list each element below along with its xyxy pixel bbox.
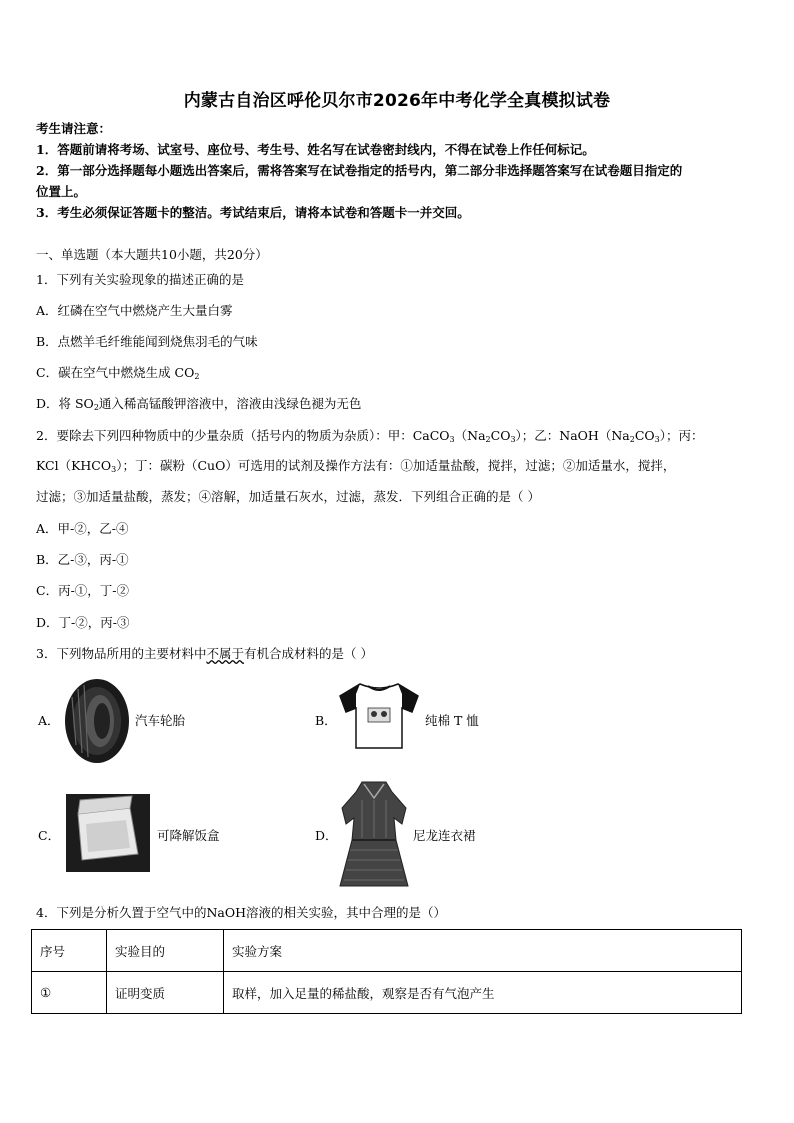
subscript: 3 — [111, 465, 117, 474]
q2-text: CO — [490, 428, 511, 443]
dress-image — [336, 778, 412, 890]
q3-option-b-letter: B． — [315, 713, 337, 728]
q3-stem-text: 3．下列物品所用的主要材料中 — [36, 646, 207, 661]
subscript: 3 — [510, 435, 516, 444]
table-header-cell: 序号 — [32, 930, 107, 972]
subscript: 2 — [194, 372, 200, 381]
table-header-cell: 实验目的 — [107, 930, 224, 972]
subscript: 3 — [654, 435, 660, 444]
q1-option-a: A．红磷在空气中燃烧产生大量白雾 — [36, 303, 233, 318]
q2-text: CO — [634, 428, 655, 443]
tire-image — [62, 677, 132, 765]
subscript: 3 — [449, 435, 455, 444]
section-heading: 一、单选题（本大题共10小题，共20分） — [36, 247, 268, 262]
q3-option-c-letter: C． — [38, 828, 61, 843]
page-title: 内蒙古自治区呼伦贝尔市2026年中考化学全真模拟试卷 — [183, 91, 611, 111]
q3-option-b-label: 纯棉 T 恤 — [425, 713, 479, 728]
q1-option-d — [36, 395, 758, 417]
q2-text: KCl（KHCO — [36, 458, 112, 473]
q1-option-d-text-end: 通入稀高锰酸钾溶液中，溶液由浅绿色褪为无色 — [98, 396, 362, 411]
q3-stem-text-end: 有机合成材料的是（ ） — [243, 646, 373, 661]
q2-stem-line-3: 过滤；③加适量盐酸，蒸发；④溶解，加适量石灰水，过滤，蒸发．下列组合正确的是（ ） — [36, 489, 540, 504]
table-header-cell: 实验方案 — [224, 930, 742, 972]
q2-text: 2．要除去下列四种物质中的少量杂质（括号内的物质为杂质）：甲：CaCO — [36, 428, 450, 443]
q2-text: （Na — [454, 428, 486, 443]
q2-stem-line-1 — [36, 427, 758, 449]
subscript: 2 — [485, 435, 491, 444]
q4-stem: 4．下列是分析久置于空气中的NaOH溶液的相关实验，其中合理的是（） — [36, 905, 446, 920]
notice-item-2: 2．第一部分选择题每小题选出答案后，需将答案写在试卷指定的括号内，第二部分非选择题答案写在试卷题目指定的 — [36, 163, 683, 178]
q3-option-a-label: 汽车轮胎 — [135, 713, 186, 728]
subscript: 2 — [93, 403, 99, 412]
q3-option-a-letter: A． — [38, 713, 60, 728]
q2-text: ）；丁：碳粉（CuO）可选用的试剂及操作方法有：①加适量盐酸，搅拌，过滤；②加适量水，搅拌， — [116, 458, 676, 473]
table-cell: ① — [32, 972, 107, 1014]
q3-emphasis: 不属于 — [206, 646, 244, 661]
q2-option-d: D．丁-②，丙-③ — [36, 615, 130, 630]
notice-item-3: 3．考生必须保证答题卡的整洁。考试结束后，请将本试卷和答题卡一并交回。 — [36, 205, 470, 220]
q2-option-b: B．乙-③，丙-① — [36, 552, 129, 567]
notice-heading: 考生请注意： — [36, 121, 112, 136]
q1-stem: 1．下列有关实验现象的描述正确的是 — [36, 272, 244, 287]
q1-option-c — [36, 364, 758, 386]
q2-text: ）；丙： — [659, 428, 704, 443]
q3-option-d-label: 尼龙连衣裙 — [413, 828, 476, 843]
q2-text: ）；乙：NaOH（Na — [515, 428, 630, 443]
notice-item-2-cont: 位置上。 — [36, 184, 87, 199]
q3-option-c-label: 可降解饭盒 — [157, 828, 220, 843]
tshirt-image — [338, 678, 420, 750]
q3-option-d-letter: D． — [315, 828, 338, 843]
q2-stem-line-2 — [36, 457, 758, 479]
q2-option-a: A．甲-②，乙-④ — [36, 521, 129, 536]
q1-option-c-text: C．碳在空气中燃烧生成 CO — [36, 365, 195, 380]
subscript: 2 — [629, 435, 635, 444]
q2-option-c: C．丙-①，丁-② — [36, 583, 130, 598]
table-cell: 证明变质 — [107, 972, 224, 1014]
table-header-row — [32, 930, 742, 972]
lunchbox-image — [66, 794, 150, 872]
q1-option-b: B．点燃羊毛纤维能闻到烧焦羽毛的气味 — [36, 334, 258, 349]
notice-item-1: 1．答题前请将考场、试室号、座位号、考生号、姓名写在试卷密封线内，不得在试卷上作任何标记。 — [36, 142, 595, 157]
q1-option-d-text: D．将 SO — [36, 396, 94, 411]
q4-table — [31, 929, 742, 1014]
table-cell: 取样，加入足量的稀盐酸，观察是否有气泡产生 — [224, 972, 742, 1014]
q3-stem — [36, 645, 758, 663]
table-row — [32, 972, 742, 1014]
